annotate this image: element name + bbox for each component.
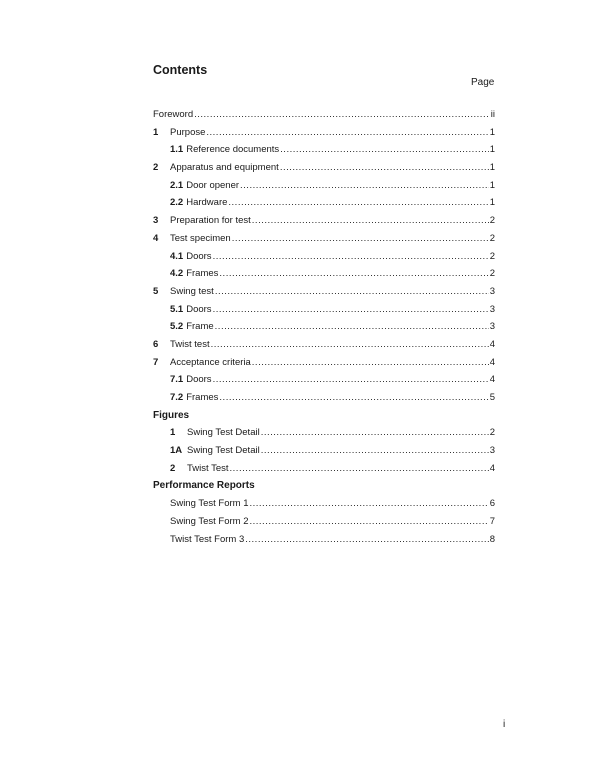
toc-entry-page: 1 [489,144,495,156]
toc-entry-page: 3 [489,285,495,297]
report-entry[interactable] [153,531,495,549]
toc-subentry[interactable] [153,248,495,266]
figures-heading: Figures [153,409,190,421]
toc-subentry[interactable] [153,265,495,283]
toc-entry-page: 3 [489,303,495,315]
toc-entry-page: ii [490,109,495,120]
toc-entry-label: Hardware [186,197,228,209]
toc-entry[interactable] [153,159,495,177]
section-number: 7.2 [170,392,184,403]
section-number: 4.2 [170,268,184,280]
toc-entry-page: 2 [489,232,495,244]
toc-subentry[interactable] [153,177,495,195]
figure-page: 2 [489,427,495,439]
toc-entry[interactable] [153,336,495,354]
dot-leader [215,318,489,336]
performance-reports-heading: Performance Reports [153,480,255,492]
figure-number: 1A [170,445,183,457]
toc-entry-label: Swing test [170,285,214,297]
dot-leader [261,424,489,442]
figure-number: 2 [170,462,176,474]
dot-leader [213,371,489,389]
toc-entry-label: Doors [186,250,212,262]
toc-entry-label: Twist test [170,338,210,350]
section-number: 6 [153,338,159,350]
dot-leader [280,159,489,177]
toc-entry-label: Doors [186,374,212,386]
report-entry[interactable] [153,513,495,531]
report-label: Swing Test Form 2 [170,515,249,527]
dot-leader [213,248,489,266]
figure-entry[interactable] [153,460,495,478]
dot-leader [213,301,489,319]
report-page: 7 [489,515,495,527]
figure-label: Twist Test [187,462,229,474]
section-number: 3 [153,215,159,227]
section-number: 2.1 [170,179,184,191]
dot-leader [211,336,489,354]
report-label: Swing Test Form 1 [170,498,249,510]
section-number: 2.2 [170,197,184,209]
toc-entry-page: 2 [489,268,495,280]
toc-entry[interactable] [153,124,495,142]
section-number: 4.1 [170,250,184,262]
dot-leader [252,354,489,372]
dot-leader [215,283,489,301]
toc-entry-page: 3 [489,321,495,333]
contents-title: Contents [153,63,208,77]
section-number: 5.1 [170,303,184,315]
toc-entry-page: 4 [489,374,495,386]
report-page: 6 [489,498,495,510]
dot-leader [250,495,489,513]
figure-entry[interactable] [153,424,495,442]
dot-leader [252,212,489,230]
toc-subentry[interactable] [153,389,495,407]
toc-entry-label: Frames [186,268,219,280]
toc-entry[interactable] [153,354,495,372]
toc-entry-page: 5 [489,392,495,403]
toc-entry-page: 4 [489,338,495,350]
toc-entry-label: Test specimen [170,232,231,244]
toc-entry-page: 2 [489,215,495,227]
dot-leader [206,124,488,142]
figure-page: 3 [489,445,495,457]
dot-leader [280,141,489,159]
dot-leader [261,442,489,460]
toc-entry-page: 1 [489,197,495,209]
toc-entry-page: 1 [489,179,495,191]
section-number: 5.2 [170,321,184,333]
toc-entry-label: Purpose [170,126,206,138]
toc-entry-label: Frame [186,321,214,333]
figure-entry[interactable] [153,442,495,460]
report-entry[interactable] [153,495,495,513]
toc-entry-label: Doors [186,303,212,315]
dot-leader [230,460,489,478]
toc-entry-label: Door opener [186,179,240,191]
toc-entry-label: Frames [186,392,219,403]
dot-leader [194,106,490,124]
dot-leader [245,531,488,549]
toc-subentry[interactable] [153,194,495,212]
toc-entry-label: Apparatus and equipment [170,162,279,174]
section-number: 2 [153,162,159,174]
toc-entry-label: Acceptance criteria [170,356,251,368]
section-number: 1 [153,126,159,138]
toc-entry-page: 2 [489,250,495,262]
figure-label: Swing Test Detail [187,427,260,439]
toc-entry-foreword[interactable] [153,106,495,124]
section-number: 7.1 [170,374,184,386]
figure-page: 4 [489,462,495,474]
dot-leader [232,230,489,248]
dot-leader [219,389,488,407]
section-number: 1.1 [170,144,184,156]
report-label: Twist Test Form 3 [170,533,245,545]
toc-entry[interactable] [153,230,495,248]
section-number: 5 [153,285,159,297]
toc-subentry[interactable] [153,371,495,389]
toc-entry[interactable] [153,283,495,301]
toc-entry[interactable] [153,212,495,230]
footer-page-number: i [503,719,506,730]
toc-subentry[interactable] [153,318,495,336]
page-column-header: Page [471,77,495,88]
toc-entry-label: Foreword [153,109,194,120]
toc-entry-label: Preparation for test [170,215,251,227]
toc-subentry[interactable] [153,301,495,319]
dot-leader [240,177,489,195]
dot-leader [219,265,488,283]
toc-entry-page: 4 [489,356,495,368]
figure-label: Swing Test Detail [187,445,260,457]
toc-subentry[interactable] [153,141,495,159]
toc-entry-label: Reference documents [186,144,280,156]
figure-number: 1 [170,427,176,439]
table-of-contents [153,106,495,548]
dot-leader [228,194,488,212]
dot-leader [250,513,489,531]
section-number: 7 [153,356,159,368]
section-number: 4 [153,232,159,244]
toc-entry-page: 1 [489,162,495,174]
toc-entry-page: 1 [489,126,495,138]
report-page: 8 [489,533,495,545]
